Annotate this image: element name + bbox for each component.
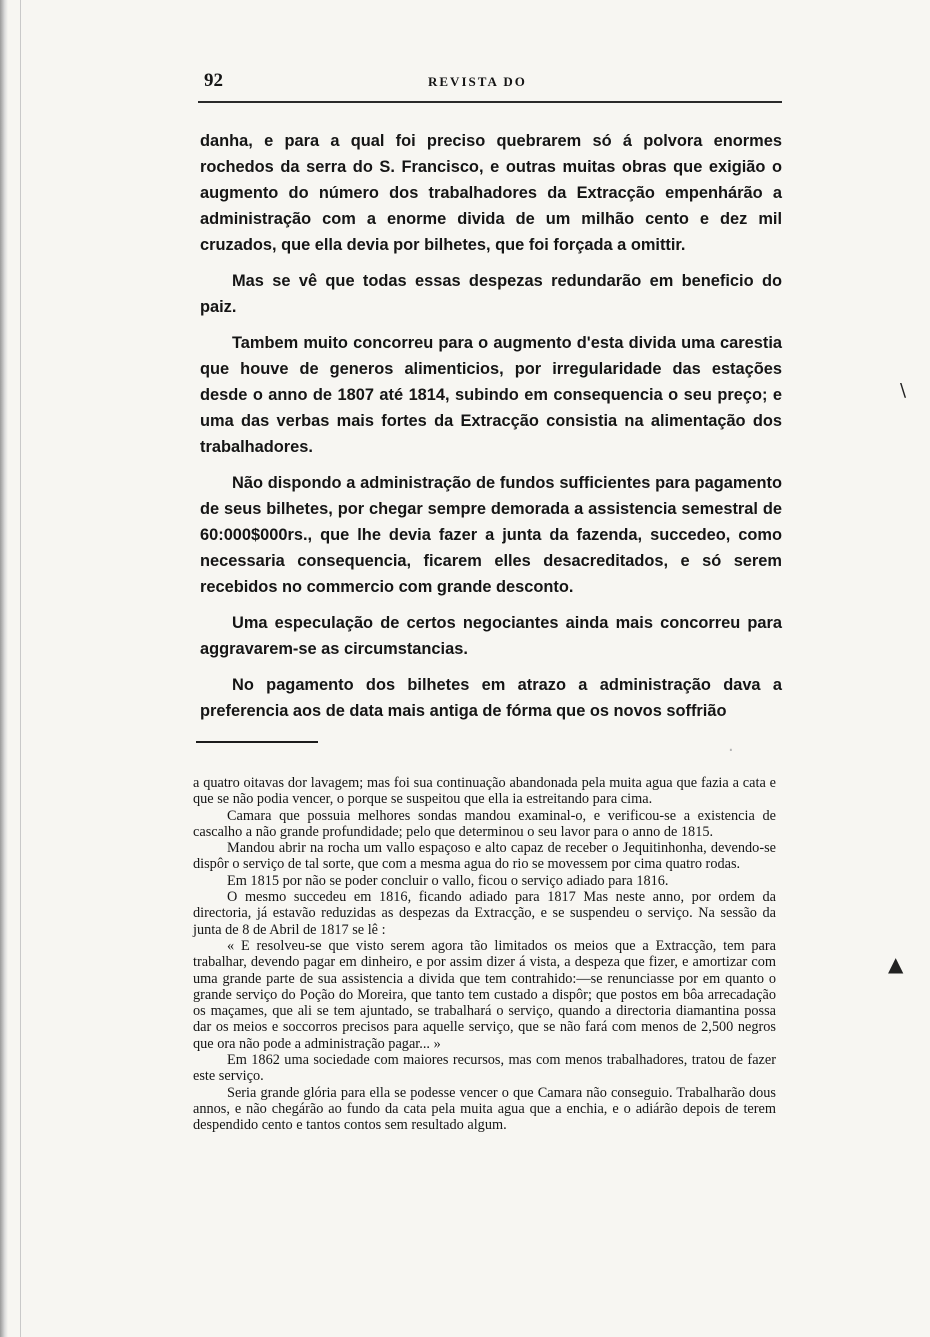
page-binding-line: [20, 0, 21, 1337]
footnote-paragraph: « E resolveu-se que visto serem agora tão limitados os meios que a Extracção, tem para trabalhar, devendo pagar em dinheiro, e por assim dizer á vista, a despeza que fizer, e amortizar com uma grande parte de sua assistencia a divida que tem contrahido:—se renunciasse por em quanto o grande serviço do Poção do Moreira, que tanto tem custado a dispôr; que postos em bôa arrecadação os maçames, que ali se tem ajuntado, se trabalhará o serviço, quando a directoria diamantina possa dar os meios e soccorros precisos para aquelle serviço, que se não fará com menos de 2,500 negros que ora não pode a administração pagar... »: [193, 937, 776, 1052]
footnote-rule: [196, 741, 318, 743]
footnote-paragraph: Em 1815 por não se poder concluir o vallo, ficou o serviço adiado para 1816.: [227, 872, 669, 889]
faint-mark: ·: [728, 740, 734, 761]
margin-mark-arrow: ▲: [888, 952, 904, 976]
page-left-edge-shadow: [0, 0, 8, 1337]
main-paragraph: danha, e para a qual foi preciso quebrarem só á polvora enormes rochedos da serra do S. Francisco, e outras muitas obras que exigião o augmento do número dos trabalhadores da Extracção empenhárão a administração com a enorme divida de um milhão cento e dez mil cruzados, que ella devia por bilhetes, que foi forçada a omittir.: [200, 132, 782, 254]
margin-mark-backslash: \: [900, 380, 907, 401]
running-head: REVISTA DO: [428, 74, 527, 89]
main-paragraph: Mas se vê que todas essas despezas redundarão em beneficio do paiz.: [200, 272, 782, 316]
header-rule: [198, 101, 782, 103]
footnote-paragraph: Mandou abrir na rocha um vallo espaçoso e alto capaz de receber o Jequitinhonha, devendo-se dispôr o serviço de tal sorte, que com a mesma agua do rio se movessem por cima quatro rodas.: [193, 840, 776, 873]
footnote-paragraph: a quatro oitavas dor lavagem; mas foi sua continuação abandonada pela muita agua que fazia a cata e que se não podia vencer, o porque se suspeitou que ella ia estreitando para cima.: [193, 775, 776, 808]
main-text: [200, 128, 782, 734]
main-paragraph: Não dispondo a administração de fundos sufficientes para pagamento de seus bilhetes, por chegar sempre demorada a assistencia semestral de 60:000$000rs., que lhe devia fazer a junta da fazenda, succedeo, como necessaria consequencia, ficarem elles desacreditados, e só serem recebidos no commercio com grande desconto.: [200, 474, 782, 596]
footnote-paragraph: O mesmo succedeu em 1816, ficando adiado para 1817 Mas neste anno, por ordem da directoria, já estavão reduzidas as despezas da Extracção, e se suspendeu o serviço. Na sessão da junta de 8 de Abril de 1817 se lê :: [193, 889, 776, 938]
main-paragraph: Tambem muito concorreu para o augmento d'esta divida uma carestia que houve de generos alimenticios, por irregularidade das estações desde o anno de 1807 até 1814, subindo em consequencia o seu preço; e uma das verbas mais fortes da Extracção consistia na alimentação dos trabalhadores.: [200, 334, 782, 456]
footnote-paragraph: Em 1862 uma sociedade com maiores recursos, mas com menos trabalhadores, tratou de fazer este serviço.: [193, 1052, 776, 1085]
footnotes: [193, 775, 776, 1134]
main-paragraph: No pagamento dos bilhetes em atrazo a administração dava a preferencia aos de data mais antiga de fórma que os novos soffrião: [200, 676, 782, 720]
page-number: 92: [204, 70, 223, 91]
main-paragraph: Uma especulação de certos negociantes ainda mais concorreu para aggravarem-se as circumstancias.: [200, 614, 782, 658]
footnote-paragraph: Seria grande glória para ella se podesse vencer o que Camara não conseguio. Trabalharão dous annos, e não chegárão ao fundo da cata pela muita agua que a enchia, e o adiárão depois de terem despendido cento e tantos contos sem resultado algum.: [193, 1084, 776, 1134]
footnote-paragraph: Camara que possuia melhores sondas mandou examinal-o, e verificou-se a existencia de cascalho a não grande profundidade; pelo que determinou o seu lavor para o anno de 1815.: [193, 807, 776, 840]
page-header: [198, 70, 782, 98]
